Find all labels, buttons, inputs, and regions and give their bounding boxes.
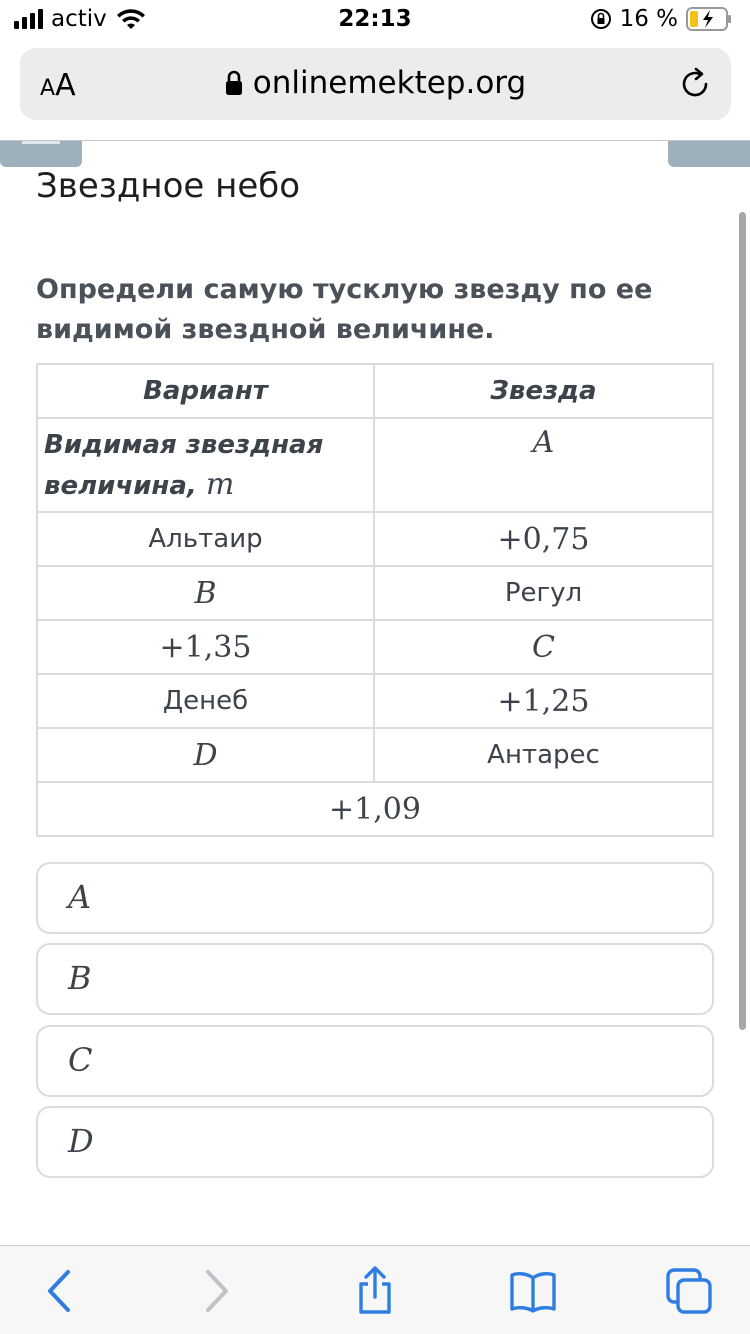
url-text[interactable]: onlinemektep.org [252, 65, 527, 101]
tabs-icon[interactable] [664, 1266, 714, 1316]
table-header-row [37, 364, 713, 418]
battery-percent: 16 % [619, 6, 678, 32]
table-row [37, 512, 713, 566]
table-cell: B [37, 566, 374, 620]
share-icon[interactable] [350, 1266, 400, 1316]
browser-toolbar [0, 1245, 750, 1334]
page-divider [0, 140, 750, 141]
table-cell: +1,25 [374, 674, 713, 728]
answer-option-a[interactable]: A [36, 862, 714, 934]
table-row [37, 620, 713, 674]
table-header: Вариант [37, 364, 374, 418]
status-bar [0, 0, 750, 40]
scrollbar[interactable] [739, 212, 746, 1030]
answer-option-c[interactable]: C [36, 1025, 714, 1097]
battery-icon [686, 7, 732, 31]
table-row [37, 674, 713, 728]
carrier-label: activ [51, 6, 107, 32]
table-cell: Денеб [37, 674, 374, 728]
table-cell: Регул [374, 566, 713, 620]
clock: 22:13 [338, 6, 412, 32]
reader-text-size-button[interactable]: AA [40, 68, 76, 103]
table-cell: A [374, 418, 713, 512]
stars-table [36, 363, 714, 837]
table-row [37, 728, 713, 782]
question-text: Определи самую тусклую звезду по ее видимой звездной величине. [36, 274, 653, 345]
table-cell: +1,35 [37, 620, 374, 674]
answer-option-b[interactable]: B [36, 943, 714, 1015]
menu-button[interactable] [0, 141, 82, 167]
table-row [37, 418, 713, 512]
close-button[interactable] [668, 141, 750, 167]
table-cell: C [374, 620, 713, 674]
back-icon[interactable] [36, 1266, 86, 1316]
table-cell: +1,09 [37, 782, 713, 836]
page-title: Звездное небо [36, 166, 301, 206]
table-cell: Альтаир [37, 512, 374, 566]
reload-icon[interactable] [677, 66, 713, 102]
table-cell: D [37, 728, 374, 782]
table-header: Звезда [374, 364, 713, 418]
answer-option-d[interactable]: D [36, 1106, 714, 1178]
table-row [37, 782, 713, 836]
padlock-icon [225, 70, 243, 96]
bookmarks-icon[interactable] [508, 1266, 558, 1316]
table-row [37, 566, 713, 620]
orientation-lock-icon [590, 8, 612, 30]
table-cell: Видимая звездная величина, m [37, 418, 374, 512]
address-bar[interactable] [20, 48, 731, 120]
table-cell: +0,75 [374, 512, 713, 566]
forward-icon[interactable] [192, 1266, 242, 1316]
table-cell: Антарес [374, 728, 713, 782]
